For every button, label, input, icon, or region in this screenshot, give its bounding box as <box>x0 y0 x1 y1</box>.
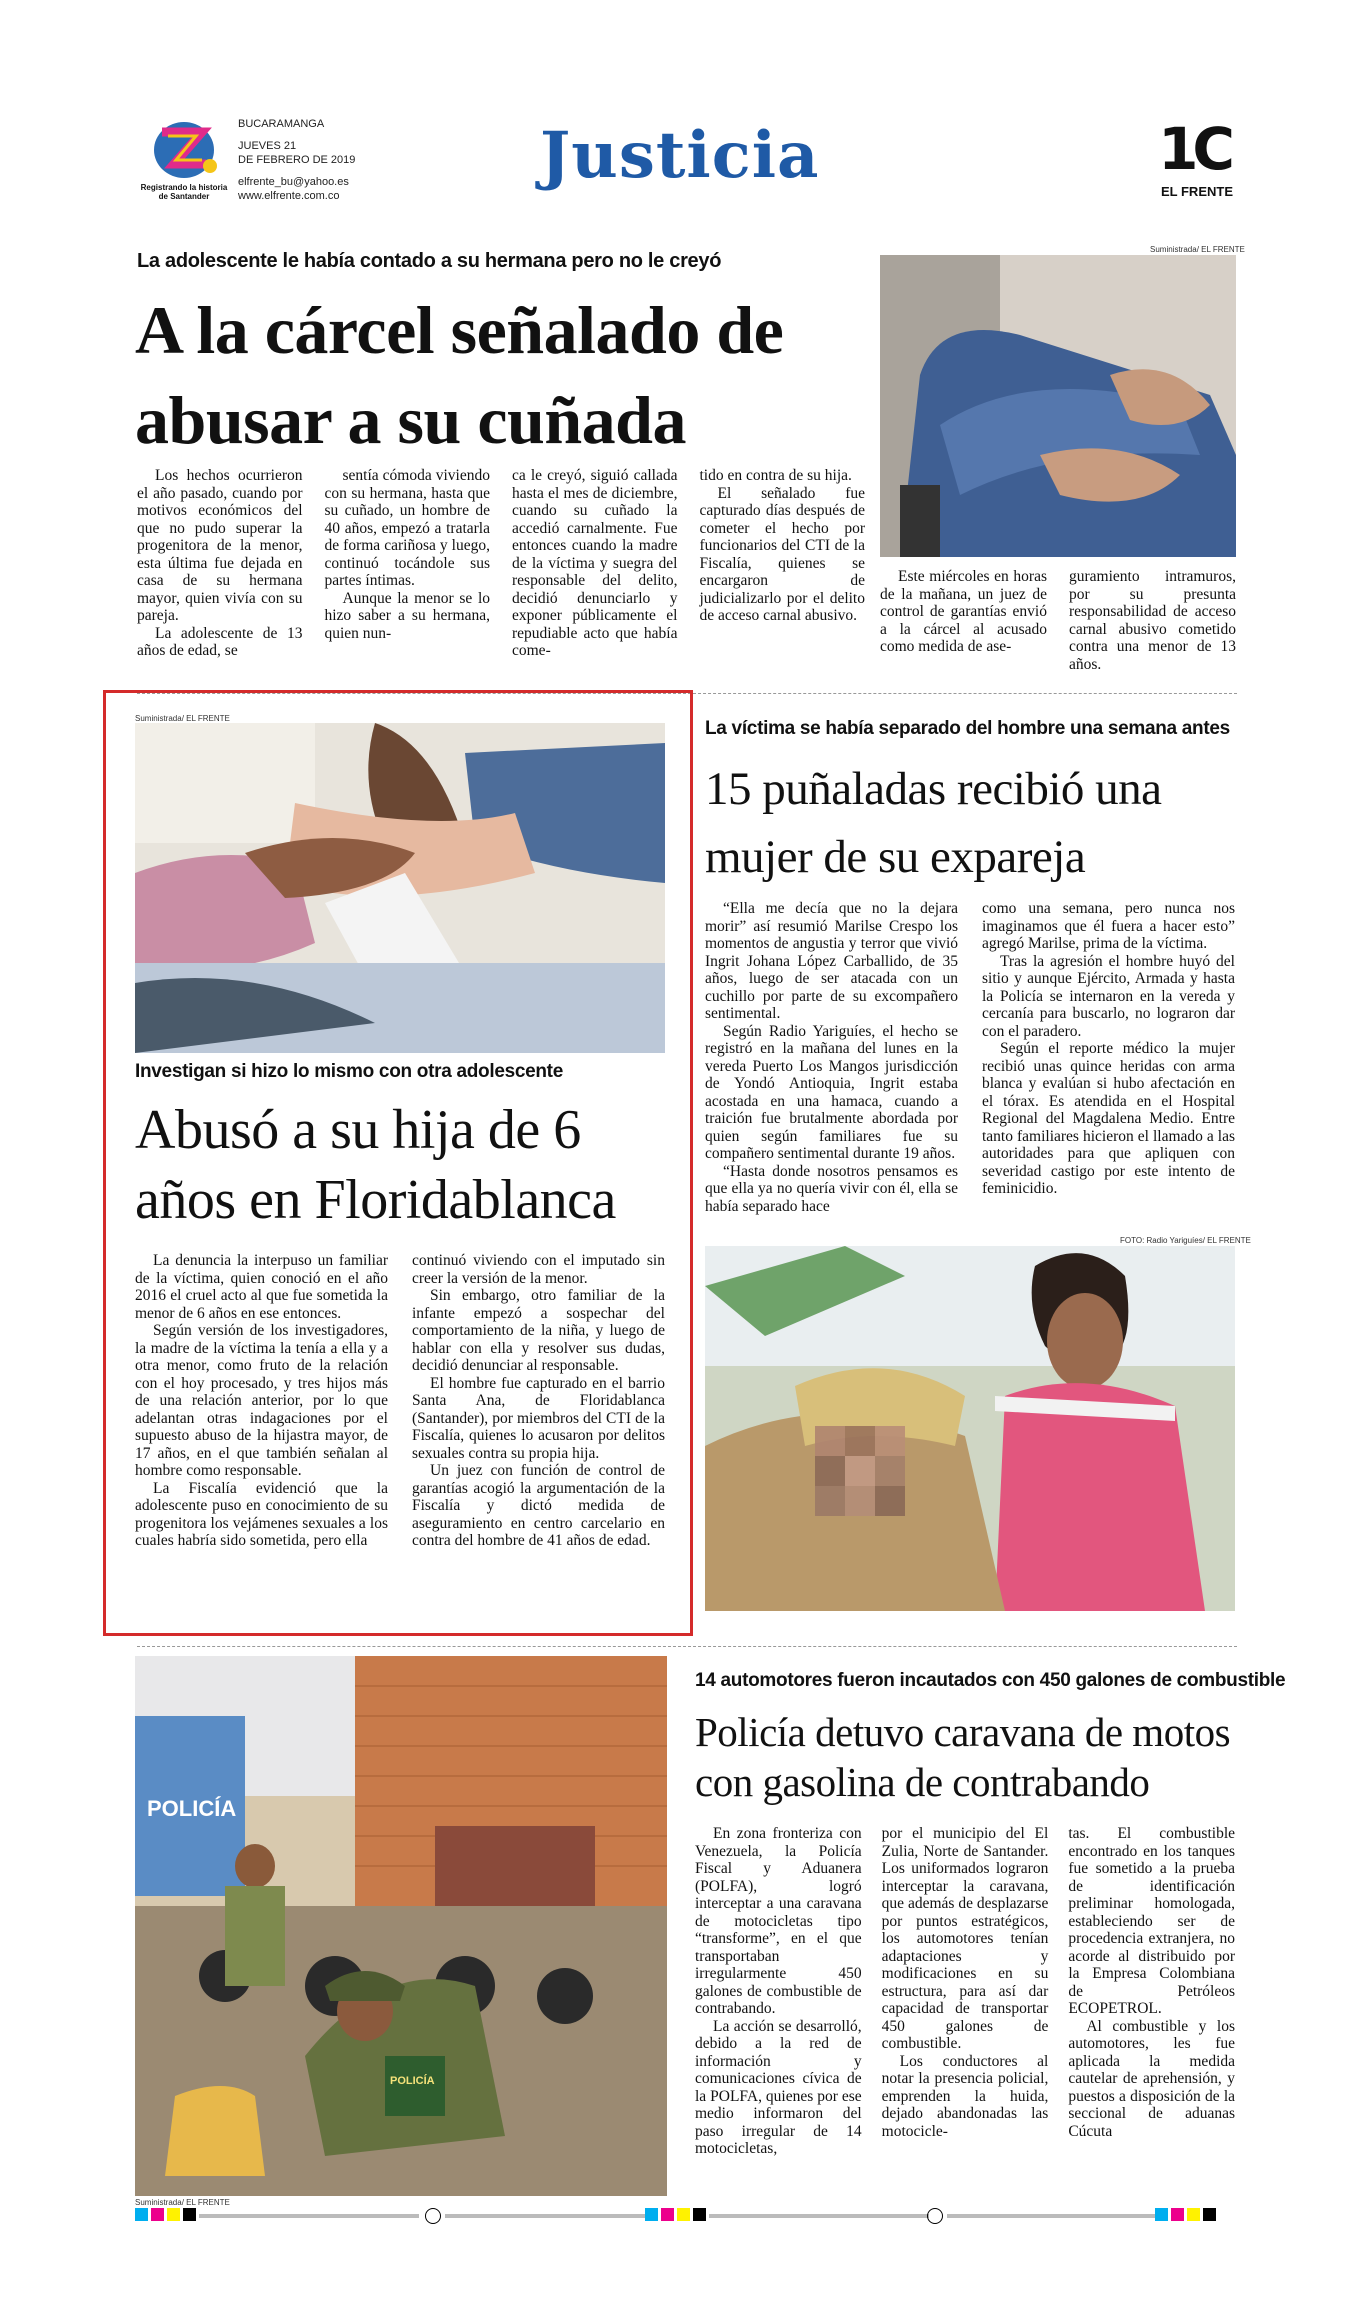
story1-photo <box>880 255 1236 557</box>
story1-headline: A la cárcel señalado de abusar a su cuñada <box>135 292 784 458</box>
section-title: Justicia <box>540 118 820 193</box>
story3-headline: 15 puñaladas recibió una mujer de su expareja <box>705 763 1162 883</box>
story4-col1b: La acción se desarrolló, debido a la red de información y comunicaciones cívica de la POLFA, quienes por ese medio informaron del paso irregular de 14 motocicletas, <box>695 2017 862 2157</box>
story3-col2b: Tras la agresión el hombre huyó del sitio y aunque Ejército, Armada y hasta la Policía se internaron en la vereda y cercanía para buscarlo, no lograron dar con el paradero. <box>982 952 1235 1040</box>
story4-photo <box>135 1656 667 2196</box>
story4-headline: Policía detuvo caravana de motos con gasolina de contrabando <box>695 1709 1231 1805</box>
registration-mark-icon <box>425 2208 441 2224</box>
story4-photo-credit: Suministrada/ EL FRENTE <box>135 2198 230 2207</box>
story1-caption-1: Este miércoles en horas de la mañana, un juez de control de garantías envió a la cárcel al acusado como medida de ase- <box>880 568 1047 655</box>
masthead-date-1: JUEVES 21 <box>238 140 297 152</box>
story1-col1: Los hechos ocurrieron el año pasado, cuando por motivos económicos del que no pudo superar la progenitora de la menor, esta última fue dejada en casa de su hermana mayor, quien vivía con su pareja. <box>137 467 303 624</box>
masthead-date-2: DE FEBRERO DE 2019 <box>238 154 356 166</box>
story2-col1a: La denuncia la interpuso un familiar de la víctima, quien conoció en el año 2016 el cruel acto al que fue sometida la menor de 6 años en ese entonces. <box>135 1252 388 1322</box>
color-swatches-middle <box>645 2208 709 2226</box>
story2-headline: Abusó a su hija de 6 años en Floridablanca <box>135 1099 616 1231</box>
registration-mark-icon-2 <box>927 2208 943 2224</box>
story2-col2a: continuó viviendo con el imputado sin creer la versión de la menor. <box>412 1252 665 1287</box>
story1-col2b: Aunque la menor se lo hizo saber a su hermana, quien nun- <box>324 589 490 642</box>
story3-col2a: como una semana, pero nunca nos imaginamos que él fuera a hacer esto” agregó Marilse, prima de la víctima. <box>982 900 1235 952</box>
story4-col2a: por el municipio del El Zulia, Norte de Santander. Los uniformados lograron interceptar la caravana, que además de desplazarse por puntos estratégicos, los automotores tenían adaptaciones y modificaciones en su estructura, para así dar capacidad de transportar 450 galones de combustible. <box>881 1825 1049 2052</box>
story3-col1c: “Hasta donde nosotros pensamos es que ella ya no quería vivir con él, ella se había separado hace <box>705 1162 958 1215</box>
masthead-city: BUCARAMANGA <box>238 118 325 130</box>
story1-kicker: La adolescente le había contado a su hermana pero no le creyó <box>137 250 722 272</box>
story1-photo-credit: Suministrada/ EL FRENTE <box>1150 245 1245 254</box>
logo <box>140 112 228 207</box>
story3-photo-credit: FOTO: Radio Yariguíes/ EL FRENTE <box>1120 1236 1251 1245</box>
story2-col2b: Sin embargo, otro familiar de la infante empezó a sospechar del comportamiento de la niña, y luego de hablar con ella y resolver sus dudas, decidió denunciar al responsable. <box>412 1287 665 1374</box>
story2-col2d: Un juez con función de control de garantías acogió la argumentación de la Fiscalía y dictó medida de aseguramiento en centro carcelario en contra del hombre de 41 años de edad. <box>412 1462 665 1549</box>
paper-name: EL FRENTE <box>1161 184 1233 199</box>
registration-bar <box>135 2206 1235 2226</box>
story2-photo <box>135 723 665 1053</box>
story1-col1b: La adolescente de 13 años de edad, se <box>137 624 303 659</box>
story3-kicker: La víctima se había separado del hombre una semana antes <box>705 718 1230 739</box>
story2-col1c: La Fiscalía evidenció que la adolescente puso en conocimiento de su progenitora los vejámenes sexuales a los cuales habría sido sometida, pero ella <box>135 1479 388 1549</box>
story4-photo-badge: POLICÍA <box>390 2075 435 2087</box>
story4-col3b: Al combustible y los automotores, les fue aplicada la medida cautelar de aprehensión, y puestos a disposición de la seccional de aduanas Cúcuta <box>1068 2017 1236 2140</box>
story1-col4b: El señalado fue capturado días después de cometer el hecho por funcionarios del CTI de la Fiscalía, quienes se encargaron de judicializarlo por el delito de acceso carnal abusivo. <box>699 484 865 624</box>
page-number: 1C <box>1158 115 1229 183</box>
story1-col3: ca le creyó, siguió callada hasta el mes de diciembre, cuando su cuñado la accedió carnalmente. Fue entonces cuando la madre de la víctima y suegra del responsable del delito, decidió denunciarlo y exponer públicamente el repudiable acto que había come- <box>512 467 678 659</box>
story3-photo <box>705 1246 1235 1611</box>
story1-col4: tido en contra de su hija. <box>699 467 852 484</box>
story4-kicker: 14 automotores fueron incautados con 450 galones de combustible <box>695 1670 1286 1691</box>
color-swatches-left <box>135 2208 199 2226</box>
logo-tagline: Registrando la historia de Santander <box>140 183 228 201</box>
story4-photo-sign: POLICÍA <box>147 1796 237 1821</box>
story4-col1a: En zona fronteriza con Venezuela, la Policía Fiscal y Aduanera (POLFA), logró interceptar a una caravana de motocicletas tipo “transforme”, en el que transportaban irregularmente 450 galones de combustible de contrabando. <box>695 1825 862 2017</box>
story1-caption-2: guramiento intramuros, por su presunta responsabilidad de acceso carnal abusivo cometido contra una menor de 13 años. <box>1069 568 1236 673</box>
story2-kicker: Investigan si hizo lo mismo con otra adolescente <box>135 1061 563 1082</box>
story3-col1b: Según Radio Yariguíes, el hecho se registró en la mañana del lunes en la vereda Puerto Los Mangos jurisdicción de Yondó Antioquia, Ingrit estaba acostada en una hamaca, cuando a traición fue brutalmente abordada por quien según familiares fue su compañero sentimental durante 19 años. <box>705 1022 958 1162</box>
logo-emblem <box>140 112 228 182</box>
story4-col2b: Los conductores al notar la presencia policial, emprenden la huida, dejado abandonadas las motocicle- <box>881 2052 1049 2140</box>
story2-photo-credit: Suministrada/ EL FRENTE <box>135 714 230 723</box>
masthead <box>0 0 1349 202</box>
story1-col2: sentía cómoda viviendo con su hermana, hasta que su cuñado, un hombre de 40 años, empezó a tratarla de forma cariñosa y luego, continuó tocándole sus partes íntimas. <box>324 467 490 589</box>
masthead-website: www.elfrente.com.co <box>238 190 340 202</box>
story3-col2c: Según el reporte médico la mujer recibió unas quince heridas con arma blanca y evalúan si hubo afectación en el tórax. Es atendida en el Hospital Regional del Magdalena Medio. Entre tanto familiares hicieron el llamado a las autoridades para que apliquen con severidad castigo por este intento de feminicidio. <box>982 1040 1235 1197</box>
color-swatches-right <box>1155 2208 1219 2226</box>
story4-col3a: tas. El combustible encontrado en los tanques fue sometido a la prueba de identificación preliminar homologada, estableciendo ser de procedencia extranjera, no acorde al distribuido por la Empresa Colombiana de Petróleos ECOPETROL. <box>1068 1825 1236 2017</box>
story2-col2c: El hombre fue capturado en el barrio Santa Ana, de Floridablanca (Santander), por miembros del CTI de la Fiscalía, quienes lo acusaron por delitos sexuales contra su propia hija. <box>412 1374 665 1462</box>
story3-col1a: “Ella me decía que no la dejara morir” así resumió Marilse Crespo los momentos de angustia y terror que vivió Ingrit Johana López Carballido, de 35 años, luego de ser atacada con un cuchillo por parte de su excompañero sentimental. <box>705 900 958 1022</box>
masthead-email: elfrente_bu@yahoo.es <box>238 176 349 188</box>
divider-middle <box>137 1646 1237 1647</box>
story2-col1b: Según versión de los investigadores, la madre de la víctima la tenía a ella y a otra menor, como fruto de la relación con el hoy procesado, y tres hijos más de una relación anterior, por lo que adelantan otras indagaciones por el supuesto abuso de la hijastra mayor, de 17 años, en el que también señalan al hombre como responsable. <box>135 1322 388 1479</box>
